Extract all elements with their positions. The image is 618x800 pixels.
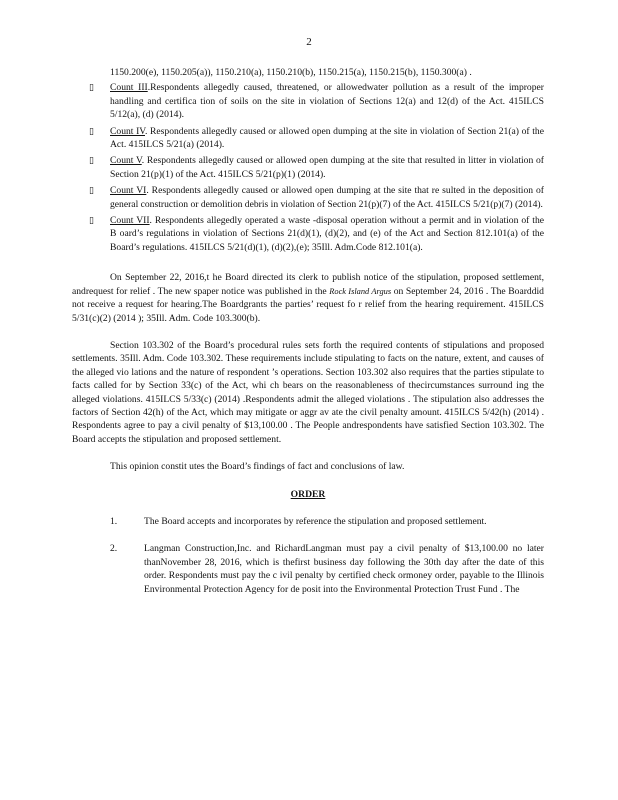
count-label: Count VII	[110, 215, 150, 227]
count-item	[72, 214, 544, 254]
citation-continuation: 1150.200(e), 1150.205(a)), 1150.210(a), 1150.210(b), 1150.215(a), 1150.215(b), 1150.300(a) .	[110, 67, 472, 78]
paragraph-stipulation: Section 103.302 of the Board’s procedural rules sets forth the required contents of stipulations and proposed settlements. 35Ill. Adm. Code 103.302. These requirements include stipulating to facts on the nature, extent, and causes of the alleged vio lations and the nature of respondent ’s operations. Section 103.302 also requires that the parties stipulate to facts called for by Section 33(c) of the Act, whi ch bears on the reasonableness of thecircumstances surround ing the alleged violations. 415ILCS 5/33(c) (2014) .Respondents admit the alleged violations . The stipulation also addresses the factors of Section 42(h) of the Act, which may mitigate or aggr av ate the civil penalty amount. 415ILCS 5/42(h) (2014) . Respondents agree to pay a civil penalty of $13,100.00 . The People andrespondents have satisfied Section 103.302. The Board accepts the stipulation and proposed settlement.	[72, 339, 544, 445]
bullet-icon: ▯	[89, 125, 94, 136]
paragraph-notice-after: on September 24, 2016 . The Boarddid not receive a request for hearing.The Boardgrants the parties’ request fo r relief from the hearing requirement. 415ILCS 5/31(c)(2) (2014 ); 35Ill. Adm. Code 103.300(b).	[72, 285, 544, 324]
count-label: Count V	[110, 155, 142, 167]
count-item	[72, 154, 544, 181]
bullet-icon: ▯	[89, 185, 94, 196]
order-text: Langman Construction,Inc. and RichardLangman must pay a civil penalty of $13,100.00 no later thanNovember 28, 2016, which is thefirst business day following the 30th day after the date of this order. Respondents must pay the c ivil penalty by certified check ormoney order, payable to the Illinois Environmental Protection Agency for de posit into the Environmental Protection Trust Fund . The	[144, 543, 544, 595]
order-item	[72, 542, 544, 596]
paragraph-findings: This opinion constit utes the Board’s findings of fact and conclusions of law.	[110, 461, 405, 473]
count-item	[72, 125, 544, 152]
bullet-icon: ▯	[89, 82, 94, 93]
order-heading: ORDER	[290, 488, 326, 500]
count-list	[72, 81, 544, 254]
order-number: 2.	[110, 543, 118, 555]
count-text: . Respondents allegedly operated a waste -disposal operation without a permit and in violation of the B oard’s regulations in violation of Sections 21(d)(1), (d)(2), and (e) of the Act and Section 812.101(a) of the Board’s regulations. 415ILCS 5/21(d)(1), (d)(2),(e); 35Ill. Adm.Code 812.101(a).	[110, 215, 544, 253]
order-text: The Board accepts and incorporates by reference the stipulation and proposed settlement.	[144, 515, 487, 527]
count-text: . Respondents allegedly caused or allowed open dumping at the site in violation of Section 21(a) of the Act. 415ILCS 5/21(a) (2014).	[110, 125, 544, 151]
order-item	[72, 515, 544, 528]
bullet-icon: ▯	[89, 215, 94, 226]
paragraph-notice	[72, 271, 544, 325]
count-text: . Respondents allegedly caused or allowed open dumping at the site that re sulted in the deposition of general construction or demolition debris in violation of Section 21(p)(7) of the Act. 415ILCS 5/21(p)(7) (2014).	[110, 185, 544, 210]
document-body	[72, 66, 544, 596]
count-label: Count III	[110, 82, 148, 94]
bullet-icon: ▯	[89, 155, 94, 166]
count-item	[72, 81, 544, 121]
newspaper-name: Rock Island Argus	[329, 286, 392, 296]
count-text: .Respondents allegedly caused, threatened, or allowedwater pollution as a result of the improper handling and certifica tion of soils on the site in violation of Sections 12(a) and 12(d) of the Act. 415ILCS 5/12(a), (d) (2014).	[110, 82, 544, 121]
page-number: 2	[306, 36, 312, 48]
count-text: . Respondents allegedly caused or allowed open dumping at the site that resulted in litter in violation of Section 21(p)(1) of the Act. 415ILCS 5/21(p)(1) (2014).	[110, 155, 544, 180]
count-label: Count IV	[110, 125, 145, 137]
paragraph-notice-before: On September 22, 2016,t he Board directed its clerk to publish notice of the stipulation, proposed settlement, andrequest for relief . The new spaper notice was published in the	[72, 272, 544, 297]
count-label: Count VI	[110, 185, 147, 197]
order-number: 1.	[110, 515, 118, 527]
count-item	[72, 184, 544, 211]
